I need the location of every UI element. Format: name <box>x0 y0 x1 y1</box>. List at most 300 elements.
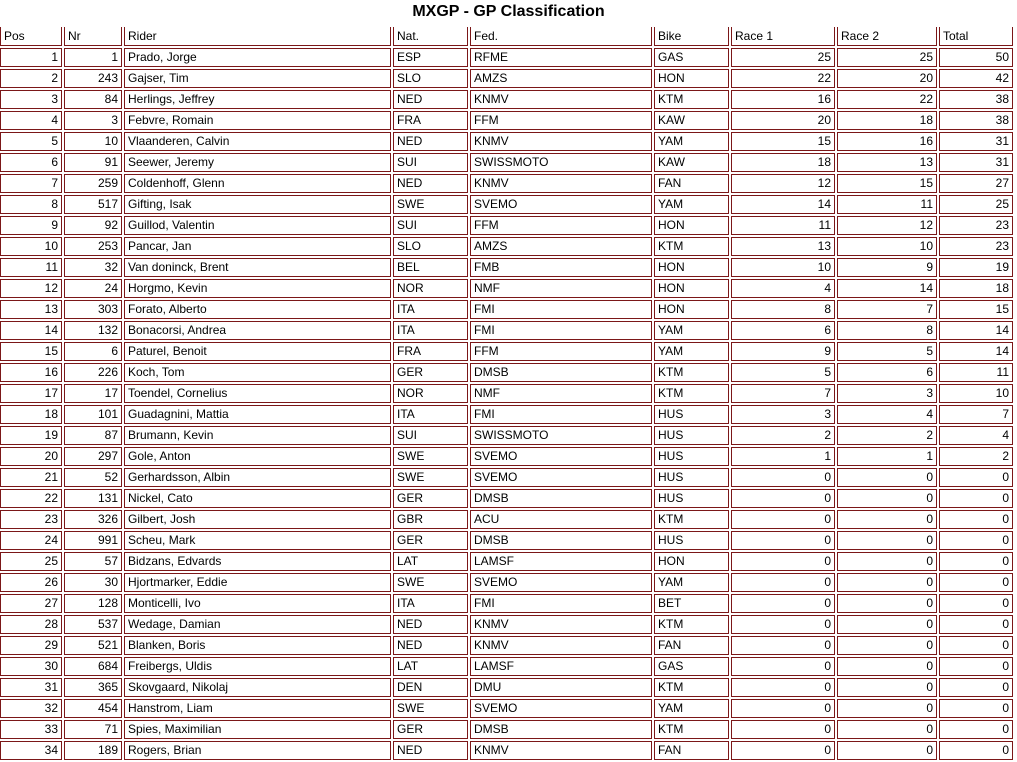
cell-bike: HUS <box>654 468 729 487</box>
cell-race-1: 15 <box>731 132 835 151</box>
cell-nr: 6 <box>64 342 122 361</box>
cell-rider: Febvre, Romain <box>124 111 391 130</box>
cell-pos: 34 <box>0 741 62 760</box>
cell-bike: GAS <box>654 657 729 676</box>
table-row <box>0 678 1013 697</box>
table-row <box>0 132 1013 151</box>
cell-pos: 7 <box>0 174 62 193</box>
cell-nr: 517 <box>64 195 122 214</box>
cell-race-2: 12 <box>837 216 937 235</box>
cell-rider: Hanstrom, Liam <box>124 699 391 718</box>
cell-pos: 32 <box>0 699 62 718</box>
cell-total: 42 <box>939 69 1013 88</box>
table-row <box>0 216 1013 235</box>
table-row <box>0 69 1013 88</box>
cell-race-2: 0 <box>837 552 937 571</box>
cell-fed-: SWISSMOTO <box>470 426 652 445</box>
cell-nr: 454 <box>64 699 122 718</box>
cell-race-1: 14 <box>731 195 835 214</box>
cell-nat-: SWE <box>393 468 468 487</box>
cell-race-2: 22 <box>837 90 937 109</box>
cell-total: 10 <box>939 384 1013 403</box>
cell-race-2: 1 <box>837 447 937 466</box>
cell-fed-: SVEMO <box>470 699 652 718</box>
cell-total: 0 <box>939 657 1013 676</box>
cell-fed-: RFME <box>470 48 652 67</box>
cell-race-1: 0 <box>731 594 835 613</box>
cell-pos: 4 <box>0 111 62 130</box>
cell-bike: HUS <box>654 531 729 550</box>
cell-race-2: 0 <box>837 657 937 676</box>
column-header-race-1: Race 1 <box>731 27 835 46</box>
cell-nr: 131 <box>64 489 122 508</box>
cell-race-1: 0 <box>731 657 835 676</box>
cell-pos: 11 <box>0 258 62 277</box>
cell-nat-: ITA <box>393 405 468 424</box>
table-row <box>0 468 1013 487</box>
cell-total: 0 <box>939 573 1013 592</box>
cell-rider: Gajser, Tim <box>124 69 391 88</box>
cell-nat-: GER <box>393 531 468 550</box>
cell-nr: 189 <box>64 741 122 760</box>
cell-race-2: 14 <box>837 279 937 298</box>
cell-pos: 6 <box>0 153 62 172</box>
cell-race-2: 20 <box>837 69 937 88</box>
cell-fed-: DMU <box>470 678 652 697</box>
cell-nr: 52 <box>64 468 122 487</box>
cell-nr: 71 <box>64 720 122 739</box>
cell-race-1: 0 <box>731 573 835 592</box>
cell-nr: 132 <box>64 321 122 340</box>
cell-fed-: SWISSMOTO <box>470 153 652 172</box>
cell-nat-: NED <box>393 615 468 634</box>
cell-nr: 30 <box>64 573 122 592</box>
cell-bike: FAN <box>654 636 729 655</box>
cell-nr: 101 <box>64 405 122 424</box>
cell-fed-: FFM <box>470 342 652 361</box>
cell-nat-: SLO <box>393 69 468 88</box>
cell-pos: 2 <box>0 69 62 88</box>
cell-nat-: SWE <box>393 573 468 592</box>
cell-rider: Toendel, Cornelius <box>124 384 391 403</box>
column-header-total: Total <box>939 27 1013 46</box>
column-header-bike: Bike <box>654 27 729 46</box>
cell-rider: Pancar, Jan <box>124 237 391 256</box>
cell-rider: Rogers, Brian <box>124 741 391 760</box>
cell-bike: HON <box>654 279 729 298</box>
cell-nat-: DEN <box>393 678 468 697</box>
cell-fed-: FMB <box>470 258 652 277</box>
cell-race-1: 12 <box>731 174 835 193</box>
cell-bike: HON <box>654 258 729 277</box>
cell-fed-: FMI <box>470 321 652 340</box>
table-row <box>0 237 1013 256</box>
cell-race-1: 0 <box>731 699 835 718</box>
cell-nat-: FRA <box>393 111 468 130</box>
cell-total: 19 <box>939 258 1013 277</box>
table-row <box>0 552 1013 571</box>
cell-bike: HUS <box>654 447 729 466</box>
cell-rider: Spies, Maximilian <box>124 720 391 739</box>
cell-nat-: NOR <box>393 384 468 403</box>
cell-rider: Hjortmarker, Eddie <box>124 573 391 592</box>
cell-fed-: AMZS <box>470 237 652 256</box>
cell-bike: KTM <box>654 90 729 109</box>
cell-rider: Guillod, Valentin <box>124 216 391 235</box>
table-row <box>0 531 1013 550</box>
cell-rider: Gifting, Isak <box>124 195 391 214</box>
cell-total: 0 <box>939 468 1013 487</box>
cell-pos: 24 <box>0 531 62 550</box>
cell-pos: 17 <box>0 384 62 403</box>
cell-race-1: 2 <box>731 426 835 445</box>
cell-nr: 243 <box>64 69 122 88</box>
cell-nat-: SUI <box>393 216 468 235</box>
cell-bike: HON <box>654 69 729 88</box>
cell-bike: KTM <box>654 384 729 403</box>
table-row <box>0 426 1013 445</box>
cell-pos: 33 <box>0 720 62 739</box>
cell-fed-: FFM <box>470 111 652 130</box>
cell-pos: 27 <box>0 594 62 613</box>
cell-pos: 31 <box>0 678 62 697</box>
cell-race-1: 1 <box>731 447 835 466</box>
cell-total: 0 <box>939 678 1013 697</box>
cell-race-2: 0 <box>837 594 937 613</box>
cell-rider: Scheu, Mark <box>124 531 391 550</box>
cell-fed-: KNMV <box>470 741 652 760</box>
cell-race-1: 18 <box>731 153 835 172</box>
cell-pos: 26 <box>0 573 62 592</box>
cell-pos: 15 <box>0 342 62 361</box>
cell-rider: Bidzans, Edvards <box>124 552 391 571</box>
cell-race-1: 8 <box>731 300 835 319</box>
cell-fed-: DMSB <box>470 363 652 382</box>
cell-bike: YAM <box>654 342 729 361</box>
cell-race-2: 0 <box>837 615 937 634</box>
cell-race-2: 9 <box>837 258 937 277</box>
cell-rider: Nickel, Cato <box>124 489 391 508</box>
cell-nat-: LAT <box>393 657 468 676</box>
cell-total: 31 <box>939 132 1013 151</box>
cell-fed-: FFM <box>470 216 652 235</box>
cell-pos: 16 <box>0 363 62 382</box>
cell-fed-: SVEMO <box>470 447 652 466</box>
cell-nat-: GBR <box>393 510 468 529</box>
cell-total: 23 <box>939 216 1013 235</box>
cell-rider: Koch, Tom <box>124 363 391 382</box>
table-row <box>0 384 1013 403</box>
cell-nr: 297 <box>64 447 122 466</box>
cell-race-2: 0 <box>837 531 937 550</box>
cell-rider: Gilbert, Josh <box>124 510 391 529</box>
cell-nat-: BEL <box>393 258 468 277</box>
cell-pos: 12 <box>0 279 62 298</box>
cell-rider: Gerhardsson, Albin <box>124 468 391 487</box>
cell-pos: 23 <box>0 510 62 529</box>
table-row <box>0 258 1013 277</box>
cell-total: 11 <box>939 363 1013 382</box>
cell-nat-: NED <box>393 174 468 193</box>
cell-nr: 226 <box>64 363 122 382</box>
cell-nat-: SUI <box>393 153 468 172</box>
cell-fed-: KNMV <box>470 615 652 634</box>
cell-race-2: 15 <box>837 174 937 193</box>
cell-bike: HON <box>654 552 729 571</box>
cell-rider: Van doninck, Brent <box>124 258 391 277</box>
cell-rider: Skovgaard, Nikolaj <box>124 678 391 697</box>
classification-table <box>0 25 1015 762</box>
cell-race-2: 0 <box>837 489 937 508</box>
table-row <box>0 510 1013 529</box>
cell-fed-: LAMSF <box>470 657 652 676</box>
cell-pos: 19 <box>0 426 62 445</box>
cell-pos: 30 <box>0 657 62 676</box>
cell-nat-: NED <box>393 132 468 151</box>
table-row <box>0 195 1013 214</box>
cell-fed-: LAMSF <box>470 552 652 571</box>
column-header-nr: Nr <box>64 27 122 46</box>
cell-nr: 253 <box>64 237 122 256</box>
cell-rider: Monticelli, Ivo <box>124 594 391 613</box>
cell-nat-: SWE <box>393 195 468 214</box>
cell-total: 0 <box>939 699 1013 718</box>
table-row <box>0 489 1013 508</box>
cell-bike: HUS <box>654 489 729 508</box>
cell-bike: HUS <box>654 405 729 424</box>
cell-bike: FAN <box>654 741 729 760</box>
table-row <box>0 90 1013 109</box>
cell-total: 14 <box>939 342 1013 361</box>
table-row <box>0 699 1013 718</box>
cell-rider: Blanken, Boris <box>124 636 391 655</box>
cell-race-2: 0 <box>837 678 937 697</box>
cell-race-1: 5 <box>731 363 835 382</box>
cell-total: 18 <box>939 279 1013 298</box>
cell-race-1: 3 <box>731 405 835 424</box>
cell-total: 27 <box>939 174 1013 193</box>
cell-total: 0 <box>939 594 1013 613</box>
cell-rider: Horgmo, Kevin <box>124 279 391 298</box>
cell-rider: Prado, Jorge <box>124 48 391 67</box>
cell-bike: YAM <box>654 321 729 340</box>
cell-bike: FAN <box>654 174 729 193</box>
table-header-row <box>0 27 1013 46</box>
table-row <box>0 174 1013 193</box>
cell-race-2: 25 <box>837 48 937 67</box>
cell-race-1: 16 <box>731 90 835 109</box>
cell-total: 2 <box>939 447 1013 466</box>
cell-pos: 9 <box>0 216 62 235</box>
cell-rider: Bonacorsi, Andrea <box>124 321 391 340</box>
cell-bike: KTM <box>654 678 729 697</box>
cell-nat-: NED <box>393 741 468 760</box>
cell-nat-: GER <box>393 720 468 739</box>
cell-nat-: ITA <box>393 321 468 340</box>
table-row <box>0 720 1013 739</box>
cell-bike: KAW <box>654 153 729 172</box>
cell-total: 0 <box>939 720 1013 739</box>
cell-pos: 5 <box>0 132 62 151</box>
cell-fed-: KNMV <box>470 90 652 109</box>
cell-nat-: ITA <box>393 594 468 613</box>
table-row <box>0 594 1013 613</box>
cell-race-2: 2 <box>837 426 937 445</box>
cell-total: 25 <box>939 195 1013 214</box>
cell-total: 0 <box>939 741 1013 760</box>
cell-nr: 87 <box>64 426 122 445</box>
cell-bike: YAM <box>654 195 729 214</box>
cell-race-1: 0 <box>731 741 835 760</box>
cell-bike: YAM <box>654 132 729 151</box>
column-header-race-2: Race 2 <box>837 27 937 46</box>
cell-pos: 21 <box>0 468 62 487</box>
cell-total: 0 <box>939 552 1013 571</box>
cell-nat-: GER <box>393 489 468 508</box>
cell-total: 50 <box>939 48 1013 67</box>
table-row <box>0 741 1013 760</box>
cell-total: 38 <box>939 111 1013 130</box>
page-title: MXGP - GP Classification <box>412 3 605 20</box>
cell-total: 0 <box>939 510 1013 529</box>
cell-fed-: KNMV <box>470 132 652 151</box>
cell-nr: 32 <box>64 258 122 277</box>
cell-race-1: 0 <box>731 552 835 571</box>
cell-total: 23 <box>939 237 1013 256</box>
cell-bike: KAW <box>654 111 729 130</box>
cell-race-2: 8 <box>837 321 937 340</box>
cell-rider: Freibergs, Uldis <box>124 657 391 676</box>
table-row <box>0 342 1013 361</box>
cell-fed-: KNMV <box>470 636 652 655</box>
cell-nat-: NOR <box>393 279 468 298</box>
cell-fed-: NMF <box>470 279 652 298</box>
table-row <box>0 279 1013 298</box>
cell-pos: 18 <box>0 405 62 424</box>
cell-bike: HUS <box>654 426 729 445</box>
cell-bike: YAM <box>654 699 729 718</box>
cell-nat-: FRA <box>393 342 468 361</box>
cell-nat-: SWE <box>393 447 468 466</box>
cell-pos: 13 <box>0 300 62 319</box>
cell-rider: Wedage, Damian <box>124 615 391 634</box>
table-row <box>0 636 1013 655</box>
cell-race-2: 0 <box>837 699 937 718</box>
cell-bike: KTM <box>654 720 729 739</box>
cell-race-1: 0 <box>731 678 835 697</box>
cell-bike: HON <box>654 300 729 319</box>
cell-fed-: NMF <box>470 384 652 403</box>
cell-race-1: 0 <box>731 615 835 634</box>
cell-nr: 17 <box>64 384 122 403</box>
cell-rider: Coldenhoff, Glenn <box>124 174 391 193</box>
cell-nat-: SUI <box>393 426 468 445</box>
cell-pos: 8 <box>0 195 62 214</box>
cell-fed-: SVEMO <box>470 195 652 214</box>
cell-race-1: 0 <box>731 489 835 508</box>
cell-nat-: ITA <box>393 300 468 319</box>
cell-race-2: 0 <box>837 636 937 655</box>
cell-race-1: 10 <box>731 258 835 277</box>
cell-nr: 84 <box>64 90 122 109</box>
cell-race-1: 0 <box>731 531 835 550</box>
cell-race-1: 0 <box>731 636 835 655</box>
cell-bike: KTM <box>654 363 729 382</box>
column-header-rider: Rider <box>124 27 391 46</box>
cell-nat-: SWE <box>393 699 468 718</box>
table-row <box>0 447 1013 466</box>
cell-race-1: 0 <box>731 468 835 487</box>
cell-total: 7 <box>939 405 1013 424</box>
table-body <box>0 48 1013 760</box>
cell-nat-: GER <box>393 363 468 382</box>
column-header-pos: Pos <box>0 27 62 46</box>
table-row <box>0 657 1013 676</box>
cell-bike: KTM <box>654 615 729 634</box>
cell-fed-: FMI <box>470 405 652 424</box>
cell-nat-: ESP <box>393 48 468 67</box>
cell-fed-: FMI <box>470 300 652 319</box>
cell-nr: 3 <box>64 111 122 130</box>
cell-nr: 10 <box>64 132 122 151</box>
table-row <box>0 300 1013 319</box>
cell-nr: 303 <box>64 300 122 319</box>
table-row <box>0 405 1013 424</box>
cell-nat-: LAT <box>393 552 468 571</box>
cell-nr: 24 <box>64 279 122 298</box>
cell-total: 0 <box>939 636 1013 655</box>
cell-fed-: AMZS <box>470 69 652 88</box>
cell-nr: 91 <box>64 153 122 172</box>
cell-fed-: DMSB <box>470 531 652 550</box>
cell-race-1: 22 <box>731 69 835 88</box>
cell-rider: Seewer, Jeremy <box>124 153 391 172</box>
cell-nr: 326 <box>64 510 122 529</box>
cell-pos: 1 <box>0 48 62 67</box>
cell-race-1: 13 <box>731 237 835 256</box>
cell-race-2: 6 <box>837 363 937 382</box>
cell-total: 31 <box>939 153 1013 172</box>
cell-race-2: 16 <box>837 132 937 151</box>
cell-race-2: 18 <box>837 111 937 130</box>
cell-race-1: 11 <box>731 216 835 235</box>
cell-bike: KTM <box>654 510 729 529</box>
cell-nr: 684 <box>64 657 122 676</box>
table-row <box>0 48 1013 67</box>
cell-fed-: KNMV <box>470 174 652 193</box>
cell-race-1: 0 <box>731 720 835 739</box>
cell-fed-: DMSB <box>470 720 652 739</box>
cell-nr: 259 <box>64 174 122 193</box>
cell-bike: BET <box>654 594 729 613</box>
cell-fed-: ACU <box>470 510 652 529</box>
cell-nr: 537 <box>64 615 122 634</box>
cell-bike: YAM <box>654 573 729 592</box>
cell-rider: Brumann, Kevin <box>124 426 391 445</box>
cell-pos: 3 <box>0 90 62 109</box>
cell-pos: 14 <box>0 321 62 340</box>
table-row <box>0 573 1013 592</box>
cell-nr: 128 <box>64 594 122 613</box>
cell-total: 4 <box>939 426 1013 445</box>
cell-nr: 92 <box>64 216 122 235</box>
cell-bike: GAS <box>654 48 729 67</box>
cell-bike: KTM <box>654 237 729 256</box>
table-row <box>0 363 1013 382</box>
cell-race-2: 0 <box>837 510 937 529</box>
table-row <box>0 615 1013 634</box>
cell-rider: Herlings, Jeffrey <box>124 90 391 109</box>
